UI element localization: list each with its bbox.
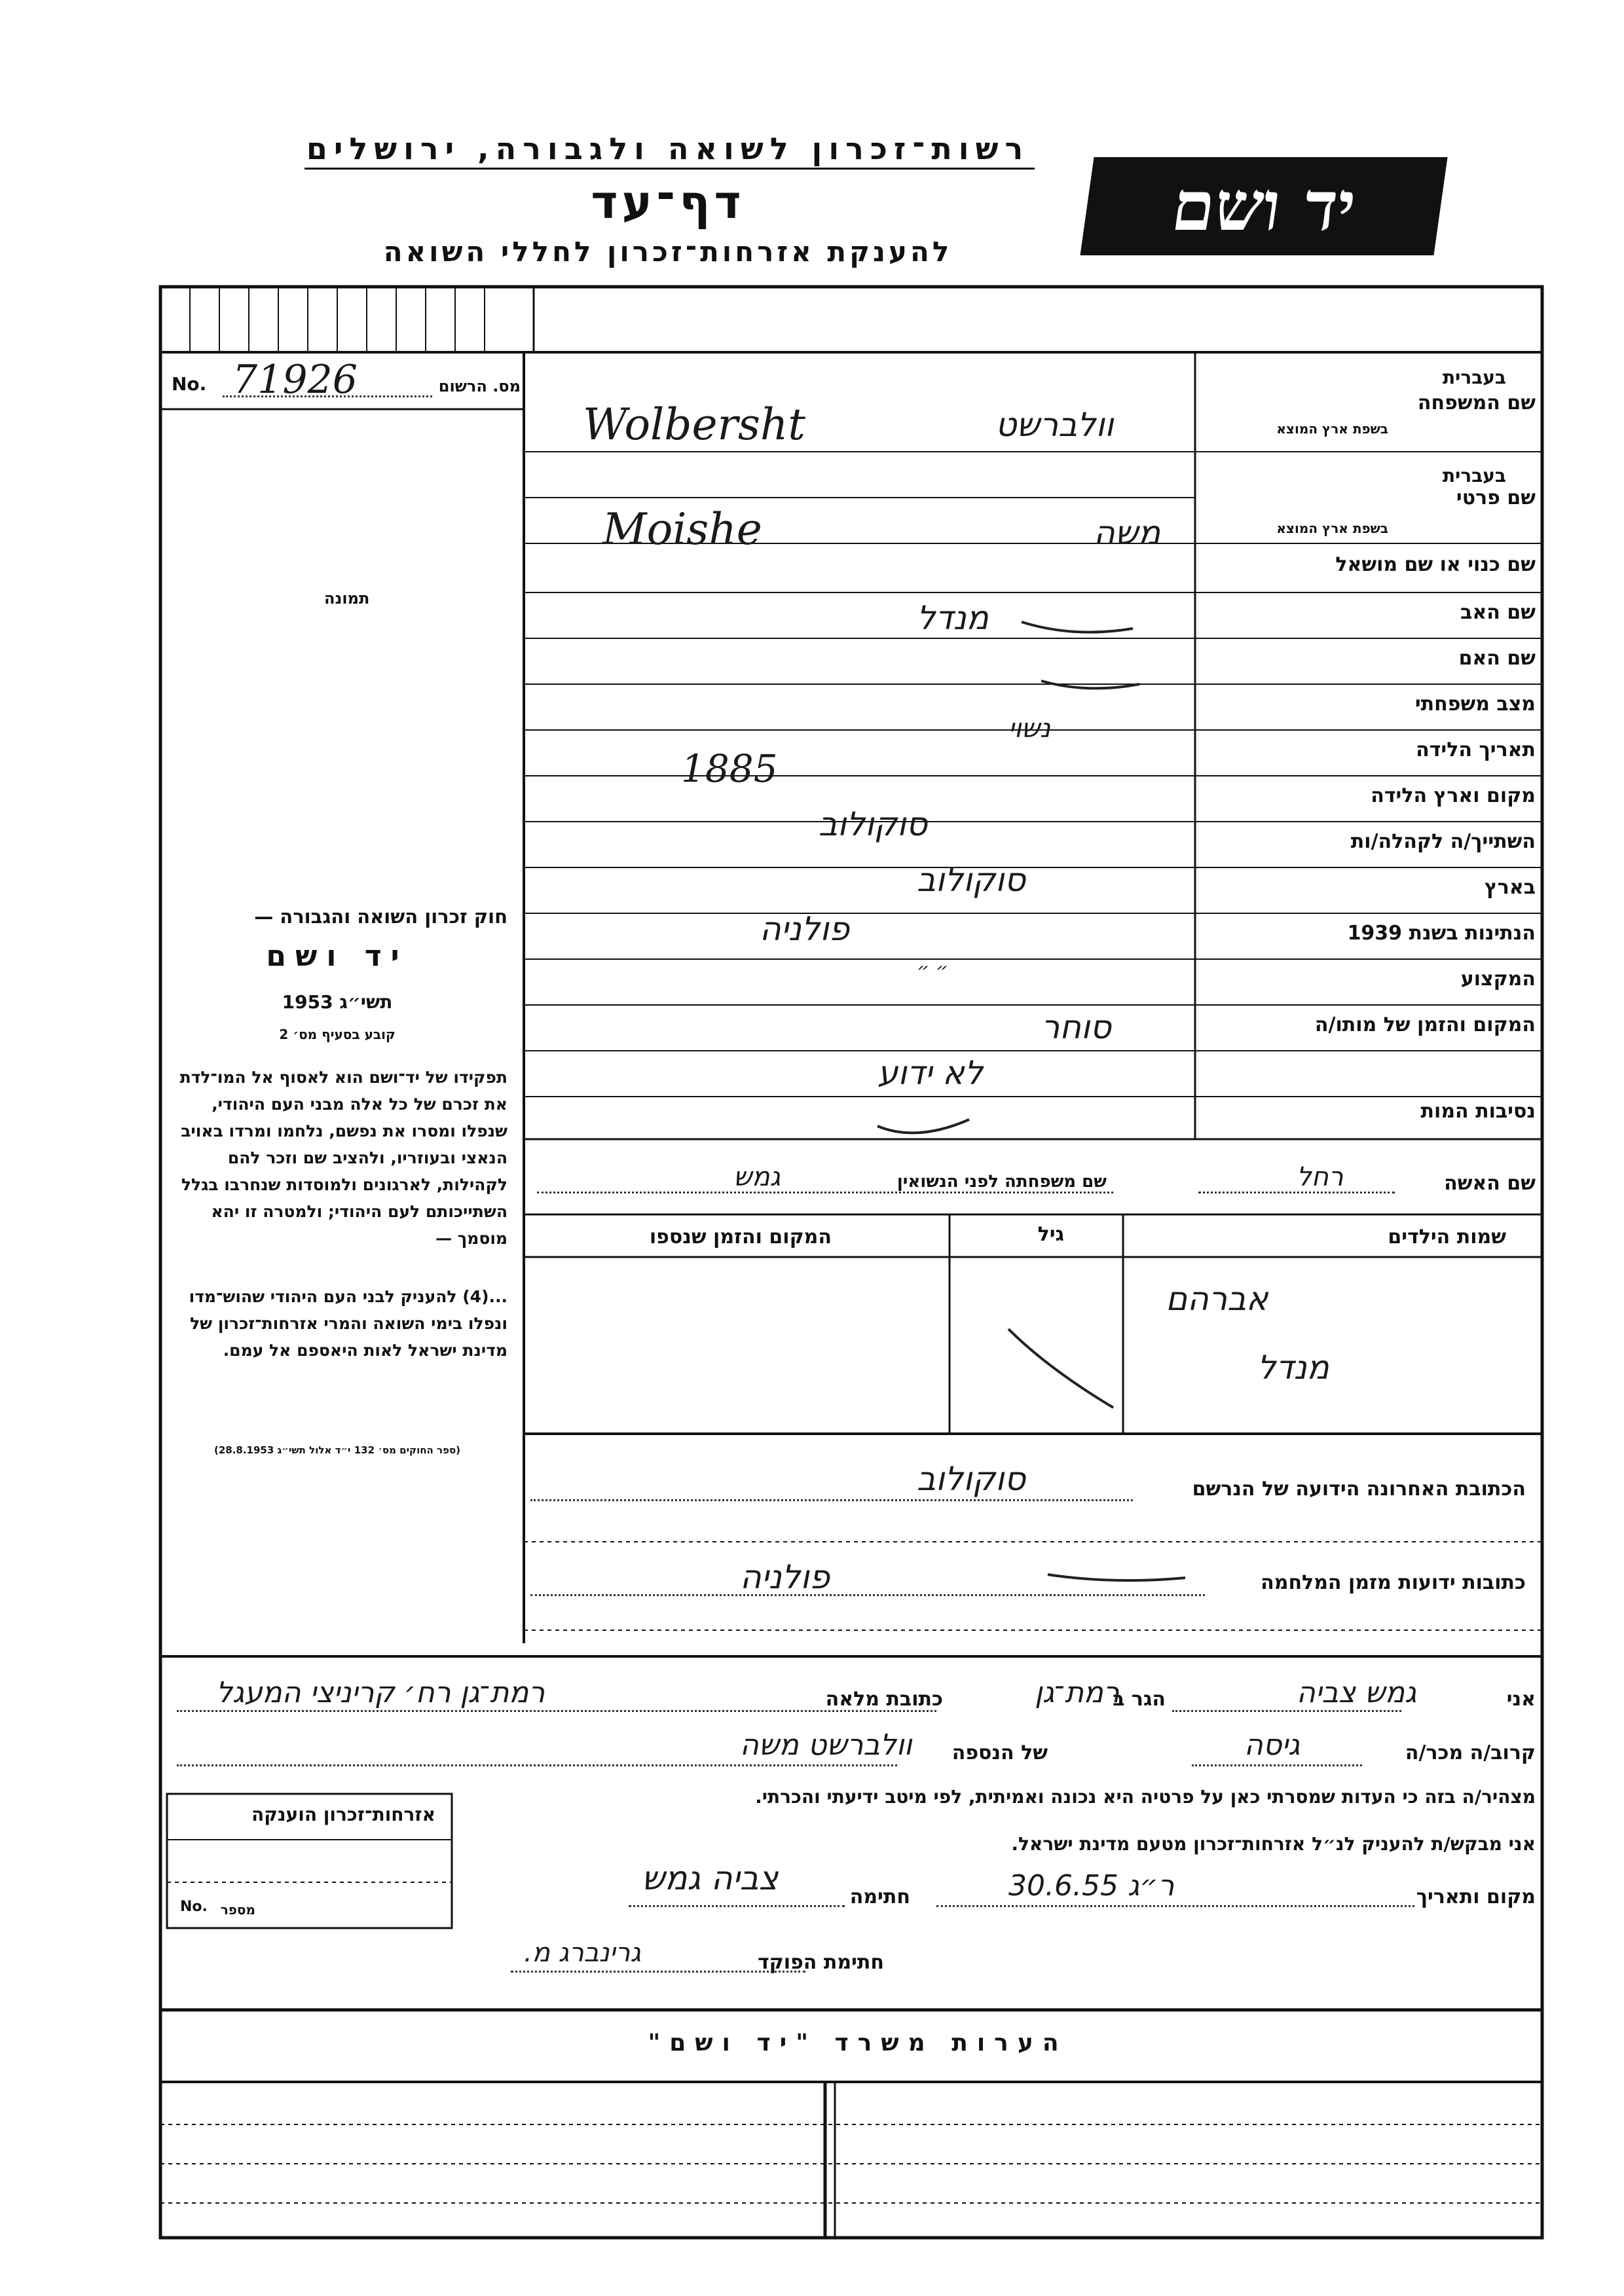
profession-value: סוחר	[1041, 1008, 1111, 1046]
country-value: פולניה	[760, 910, 850, 948]
mother-label: שם האם	[1458, 647, 1536, 670]
form-subtitle: להענקת אזרחות־זכרון לחללי השואה	[383, 236, 953, 268]
child-name-2: מנדל	[1257, 1349, 1329, 1387]
death-cause-label: נסיבות המות	[1420, 1100, 1536, 1123]
of-value: וולברשט משה	[740, 1728, 912, 1762]
profession-label: המקצוע	[1460, 968, 1536, 991]
children-col-names: שמות הילדים	[1388, 1226, 1506, 1248]
birth-place-value: סוקולוב	[819, 805, 928, 843]
maiden-value: גמש	[733, 1162, 781, 1192]
birth-place-label: מקום וארץ הלידה	[1371, 784, 1536, 807]
marital-label: מצב משפחתי	[1414, 693, 1536, 716]
office-notes-title: הערות משרד "יד ושם"	[648, 2030, 1068, 2056]
first-origin-value: Moishe	[602, 504, 762, 555]
declarant-name: גמש צביה	[1297, 1676, 1417, 1709]
law-title: חוק זכרון השואה והגבורה —	[254, 905, 507, 928]
registration-label: מס. הרשום	[438, 377, 521, 395]
family-hebrew-value: וולברשט	[995, 406, 1114, 444]
full-address-label: כתובת מלאה	[825, 1688, 943, 1711]
first-hebrew-label: בעברית	[1442, 465, 1506, 486]
place-date-value: ר״ג 30.6.55	[1008, 1869, 1175, 1903]
request-text: אני מבקש/ת להעניק לנ״ל אזרחות־זכרון מטעם מדינת ישראל.	[1011, 1833, 1536, 1855]
birth-date-label: תאריך הלידה	[1416, 738, 1536, 761]
official-signature-label: חתימת הפוקד	[758, 1951, 884, 1974]
children-col-place: המקום והזמן שנספו	[649, 1226, 832, 1248]
law-name: יד ושם	[266, 939, 409, 973]
father-label: שם האב	[1460, 601, 1536, 624]
relation-value: גיסה	[1244, 1728, 1301, 1762]
family-hebrew-label: בעברית	[1442, 367, 1506, 388]
wife-value: רחל	[1297, 1162, 1344, 1192]
war-address-label: כתובות ידועות מזמן המלחמה	[1261, 1571, 1526, 1594]
citizenship-label: הנתינות בשנת 1939	[1347, 922, 1536, 945]
family-origin-value: Wolbersht	[583, 399, 805, 450]
children-col-age: גיל	[1037, 1223, 1064, 1246]
citizenship-granted-title: אזרחות־זכרון הוענקה	[251, 1804, 435, 1825]
registration-no-label: No.	[172, 373, 207, 395]
box-no-label: מספר	[220, 1902, 255, 1918]
yad-vashem-logo: יד ושם	[1080, 157, 1447, 255]
wife-label: שם האשה	[1444, 1172, 1536, 1195]
birth-date-value: 1885	[681, 746, 778, 791]
authority-header: רשות־זכרון לשואה ולגבורה, ירושלים	[306, 131, 1030, 166]
declarant-i-label: אני	[1506, 1688, 1536, 1711]
of-label: של הנספה	[951, 1741, 1048, 1764]
signature-value: צביה גמש	[642, 1859, 779, 1897]
maiden-label: שם משפחתה לפני הנשואין	[896, 1172, 1107, 1192]
death-place-value: לא ידוע	[877, 1054, 984, 1092]
community-label: השתייך/ה לקהלה/ות	[1350, 830, 1536, 853]
family-name-label: שם המשפחה	[1417, 392, 1536, 414]
nickname-label: שם כנוי או שם מושאל	[1335, 553, 1536, 576]
registration-no-value: 71926	[232, 357, 358, 403]
law-paragraph-1: תפקידו של יד־ושם הוא לאסוף אל המו־לדת את זכרם של כל אלה מבני העם היהודי, שנפלו ומסרו את נפשם, נלחמו ומרדו באויב הנאצי ובעוזריו, ולהציב שם וזכר להם לקהילות, לארגונים ולמוסדות שנחרבו בגלל השתייכותם לעם היהודי; ולמטרה זו יהא מוסמך —	[179, 1068, 507, 1248]
country-label: בארץ	[1484, 876, 1536, 899]
war-address-value: פולניה	[740, 1558, 830, 1596]
child-name-1: אברהם	[1166, 1280, 1268, 1318]
lives-label: הגר ב	[1113, 1688, 1166, 1711]
last-address-value: סוקולוב	[917, 1460, 1026, 1498]
official-signature-value: גרינברג מ.	[524, 1938, 641, 1968]
marital-value: נשוי	[1008, 714, 1051, 744]
box-no-prefix: No.	[180, 1899, 208, 1915]
declaration-text: מצהיר/ה בזה כי העדות שמסרתי כאן על פרטיה היא נכונה ואמיתית, לפי מיטב ידיעתי והכרתי.	[755, 1786, 1536, 1808]
law-year: תשי״ג 1953	[282, 991, 393, 1013]
last-address-label: הכתובת האחרונה הידועה של הנרשם	[1192, 1478, 1526, 1501]
law-citation: (ספר החוקים מס׳ 132 י״ד אלול תשי״ג 28.8.1953)	[213, 1444, 461, 1456]
citizenship-value: ״ ״	[917, 959, 949, 982]
family-origin-label: בשפת ארץ המוצא	[1276, 421, 1388, 437]
first-origin-label: בשפת ארץ המוצא	[1276, 520, 1388, 536]
death-place-label: המקום והזמן של מותו/ה	[1314, 1013, 1536, 1036]
full-address-value: רמת־גן רח׳ קריניצי המעגל	[216, 1676, 545, 1709]
photo-label: תמונה	[324, 589, 370, 608]
father-value: מנדל	[917, 599, 989, 637]
lives-value: רמת־גן	[1035, 1676, 1120, 1709]
law-paragraph-2: ...(4) להעניק לבני העם היהודי שהוש־מדו ונפלו בימי השואה והמרי אזרחות־זכרון של מדינת ישראל לאות היאספם אל עמם.	[189, 1287, 507, 1360]
place-date-label: מקום ותאריך	[1416, 1886, 1536, 1908]
signature-label: חתימה	[849, 1886, 910, 1908]
first-name-label: שם פרטי	[1456, 486, 1536, 509]
form-title: דף־עד	[591, 175, 745, 229]
community-value: סוקולוב	[917, 861, 1026, 899]
first-hebrew-value: משה	[1094, 514, 1161, 552]
relation-label: קרוב/ה מכר/ה	[1405, 1741, 1536, 1764]
law-section: קובע בסעיף מס׳ 2	[279, 1027, 396, 1042]
